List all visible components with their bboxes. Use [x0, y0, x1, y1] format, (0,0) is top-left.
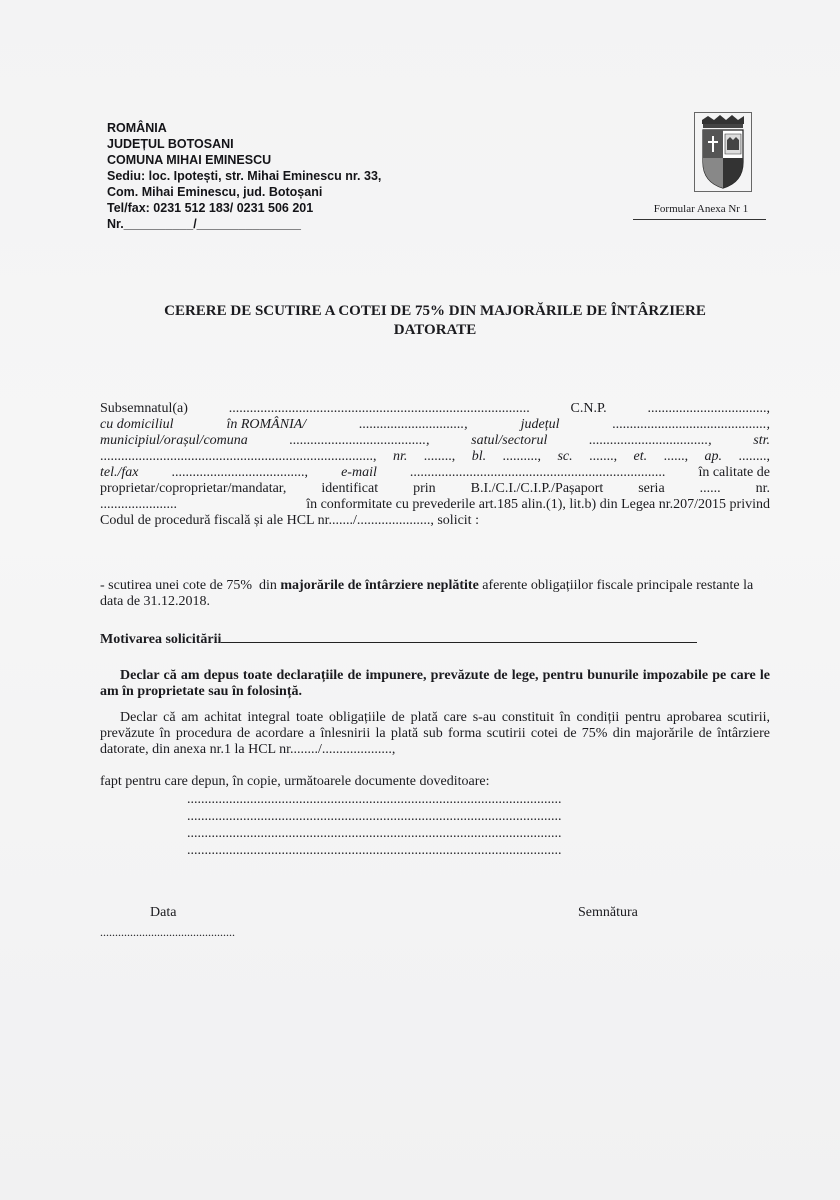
- signature-label: Semnătura: [578, 905, 638, 920]
- header-line-commune: COMUNA MIHAI EMINESCU: [107, 153, 272, 167]
- scutire-suffix: aferente obligațiilor fiscale principale restante la data de 31.12.2018.: [100, 578, 754, 609]
- label-seria: seria: [638, 481, 665, 496]
- applicant-form: [100, 401, 770, 529]
- field-county[interactable]: ............................................,: [612, 417, 770, 432]
- label-tel-fax: tel./fax: [100, 465, 139, 480]
- date-field[interactable]: .............................................: [100, 925, 235, 939]
- field-et[interactable]: ......,: [663, 449, 689, 464]
- document-line-4[interactable]: ...........................................................................................................: [187, 843, 562, 858]
- header-line-registration-number: Nr.__________/_______________: [107, 217, 301, 231]
- label-in-calitate: în calitate de: [698, 465, 770, 480]
- label-proprietar: proprietar/coproprietar/mandatar,: [100, 481, 287, 496]
- field-sc[interactable]: .......,: [589, 449, 618, 464]
- label-doc-types: B.I./C.I./C.I.P./Pașaport: [470, 481, 604, 496]
- label-ap: ap.: [704, 449, 723, 464]
- label-str: str.: [753, 433, 770, 448]
- header-line-phone: Tel/fax: 0231 512 183/ 0231 506 201: [107, 201, 314, 215]
- label-bl: bl.: [471, 449, 487, 464]
- field-id-number[interactable]: ......................: [100, 497, 177, 512]
- field-domicile[interactable]: ..............................,: [359, 417, 468, 432]
- form-row-legal: [100, 497, 770, 513]
- field-bl[interactable]: ..........,: [502, 449, 542, 464]
- label-sc: sc.: [557, 449, 573, 464]
- text-codul: Codul de procedură fiscală și ale HCL nr......./....................., solicit :: [100, 513, 479, 528]
- title-line-1: CERERE DE SCUTIRE A COTEI DE 75% DIN MAJORĂRILE DE ÎNTÂRZIERE: [164, 303, 706, 319]
- document-line-2[interactable]: ...........................................................................................................: [187, 809, 562, 824]
- motivare-input-line[interactable]: [221, 630, 697, 643]
- label-email: e-mail: [341, 465, 377, 480]
- header-line-county: JUDEȚUL BOTOSANI: [107, 137, 234, 151]
- form-row-contact: [100, 465, 770, 481]
- coat-of-arms-icon: [694, 112, 752, 192]
- label-domiciliul: cu domiciliul: [100, 417, 174, 432]
- form-row-locality: [100, 433, 770, 449]
- field-phone[interactable]: ......................................,: [171, 465, 309, 480]
- form-row-name: [100, 401, 770, 417]
- label-nr: nr.: [392, 449, 408, 464]
- label-subsemnatul: Subsemnatul(a): [100, 401, 188, 416]
- page-title: [100, 302, 770, 340]
- declaration-3: fapt pentru care depun, în copie, următoarele documente doveditoare:: [100, 774, 490, 789]
- field-email[interactable]: .........................................................................: [409, 465, 666, 480]
- label-satul: satul/sectorul: [471, 433, 548, 448]
- form-row-street: [100, 449, 770, 465]
- form-row-domicile: [100, 417, 770, 433]
- motivare-row: [100, 630, 770, 648]
- label-nr2: nr.: [755, 481, 770, 496]
- header-line-address2: Com. Mihai Eminescu, jud. Botoșani: [107, 185, 323, 199]
- label-judetul: județul: [520, 417, 560, 432]
- form-annex-label: Formular Anexa Nr 1: [653, 203, 749, 215]
- field-village[interactable]: ..................................,: [589, 433, 712, 448]
- declaration-2: Declar că am achitat integral toate obligațiile de plată care s-au constituit în condiții pentru aprobarea scutirii, prevăzute în procedura de acordare a înlesnirii la plată sub forma scutirii cotei de 75% din majorările de întârziere datorate, din anexa nr.1 la HCL nr......../....................,: [100, 710, 770, 757]
- label-municipiul: municipiul/orașul/comuna: [100, 433, 248, 448]
- scutire-bold: majorările de întârziere neplătite: [280, 578, 479, 593]
- title-line-2: DATORATE: [393, 322, 477, 338]
- document-line-3[interactable]: ...........................................................................................................: [187, 826, 562, 841]
- text-conformitate: în conformitate cu prevederile art.185 alin.(1), lit.b) din Legea nr.207/2015 privind: [306, 497, 770, 512]
- date-label: Data: [150, 905, 177, 920]
- label-et: et.: [633, 449, 648, 464]
- field-cnp[interactable]: ..................................,: [647, 401, 770, 416]
- motivare-label: Motivarea solicitării: [100, 632, 222, 647]
- scutire-paragraph: [100, 578, 770, 610]
- field-ap[interactable]: ........,: [738, 449, 770, 464]
- issuer-header: [107, 120, 381, 232]
- field-street[interactable]: ..............................................................................,: [100, 449, 377, 464]
- header-line-address: Sediu: loc. Ipotești, str. Mihai Eminescu nr. 33,: [107, 169, 382, 183]
- scutire-prefix: - scutirea unei cote de 75% din: [100, 578, 281, 593]
- form-annex-underline: [633, 219, 766, 220]
- field-name[interactable]: ......................................................................................: [228, 401, 530, 416]
- label-romania: în ROMÂNIA/: [226, 417, 307, 432]
- document-line-1[interactable]: ...........................................................................................................: [187, 792, 562, 807]
- label-prin: prin: [413, 481, 436, 496]
- label-identificat: identificat: [321, 481, 379, 496]
- field-municipality[interactable]: .......................................,: [289, 433, 430, 448]
- label-cnp: C.N.P.: [570, 401, 607, 416]
- form-row-identity: [100, 481, 770, 497]
- field-nr[interactable]: ........,: [423, 449, 456, 464]
- declaration-1: Declar că am depus toate declarațiile de impunere, prevăzute de lege, pentru bunurile impozabile pe care le am în proprietate sau în folosință.: [100, 668, 770, 699]
- header-line-country: ROMÂNIA: [107, 121, 167, 135]
- field-series[interactable]: ......: [699, 481, 721, 496]
